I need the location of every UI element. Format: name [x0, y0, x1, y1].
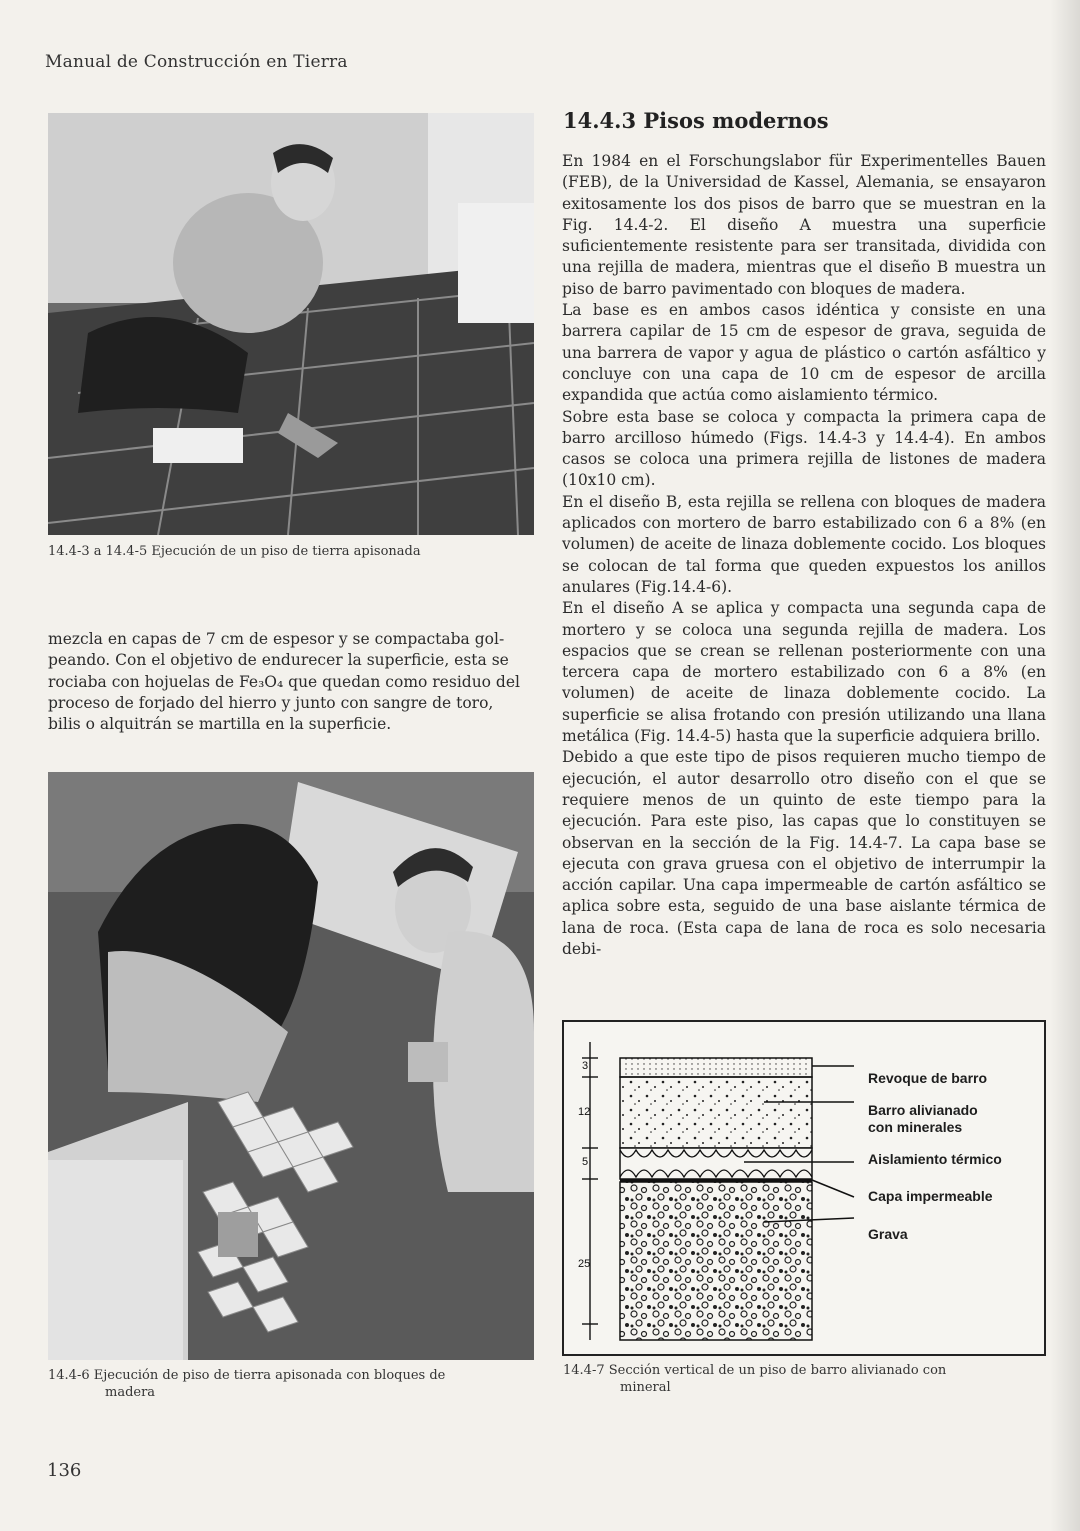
photo-tamped-earth-floor [48, 113, 534, 535]
paragraph: La base es en ambos casos idéntica y consiste en una barrera capilar de 15 cm de espesor de grava, seguida de una barrera de vapor y agua de plástico o cartón asfáltico y concluye con una capa de 10 cm de espesor de arcilla expandida que actúa como aislamiento térmico. [562, 301, 1046, 405]
text-line: proceso de forjado del hierro y junto con sangre de toro, [48, 693, 494, 712]
text-line: peando. Con el objetivo de endurecer la superficie, esta se [48, 651, 509, 670]
dimension-label: 25 [578, 1258, 591, 1270]
paragraph: En 1984 en el Forschungslabor für Experimentelles Bauen (FEB), de la Universidad de Kassel, Alemania, se ensayaron exitosamente los dos pisos de barro que se muestran en la Fig. 14.4-2. El diseño A muestra una superficie suficientemente resistente para ser transitada, dividida con una rejilla de madera, mientras que el diseño B muestra un piso de barro pavimentado con bloques de madera. [562, 152, 1046, 298]
caption-line: 14.4-7 Sección vertical de un piso de barro alivianado con [563, 1363, 947, 1378]
caption-line: madera [105, 1385, 156, 1400]
caption-fig-14-4-7 [563, 1362, 946, 1396]
text-line: rociaba con hojuelas de Fe₃O₄ que quedan como residuo del [48, 672, 520, 691]
caption-line: mineral [620, 1380, 671, 1395]
running-header: Manual de Construcción en Tierra [45, 52, 348, 72]
photo-wood-block-floor [48, 772, 534, 1360]
paragraph: Sobre esta base se coloca y compacta la primera capa de barro arcilloso húmedo (Figs. 14.4-3 y 14.4-4). En ambos casos se coloca una primera rejilla de listones de madera (10x10 cm). [562, 407, 1046, 490]
page-number: 136 [47, 1460, 82, 1481]
legend-barro-alivianado: Barro alivianado [868, 1102, 978, 1118]
legend-capa-impermeable: Capa impermeable [868, 1188, 993, 1204]
page-edge-shadow [1050, 0, 1080, 1531]
right-column-text [562, 151, 1046, 960]
legend-barro-alivianado-2: con minerales [868, 1119, 963, 1135]
dimension-label: 5 [582, 1156, 589, 1168]
paragraph: En el diseño B, esta rejilla se rellena con bloques de madera aplicados con mortero de barro estabilizado con 6 a 8% (en volumen) de aceite de linaza doblemente cocido. Los bloques se colocan de tal forma que queden expuestos los anillos anulares (Fig.14.4-6). [562, 492, 1046, 596]
text-line: mezcla en capas de 7 cm de espesor y se compactaba gol- [48, 630, 505, 648]
legend-grava: Grava [868, 1226, 908, 1242]
left-column-text [48, 629, 534, 735]
legend-revoque: Revoque de barro [868, 1070, 988, 1086]
dimension-label: 3 [582, 1060, 589, 1072]
section-diagram [562, 1020, 1046, 1356]
paragraph: En el diseño A se aplica y compacta una segunda capa de mortero y se coloca una segunda rejilla de madera. Los espacios que se crean se rellenan posteriormente con una tercera capa de mortero estabilizado con 6 a 8% (en volumen) de aceite de linaza doblemente cocido. La superficie se alisa frotando con presión utilizando una llana metálica (Fig. 14.4-5) hasta que la superficie adquiera brillo. [562, 599, 1046, 746]
section-heading: 14.4.3 Pisos modernos [563, 108, 829, 133]
text-line: bilis o alquitrán se martilla en la superficie. [48, 715, 392, 734]
legend-aislamiento: Aislamiento térmico [868, 1151, 1002, 1167]
caption-line: 14.4-6 Ejecución de piso de tierra apisonada con bloques de [48, 1368, 446, 1383]
caption-fig-14-4-6 [48, 1367, 445, 1401]
paragraph: Debido a que este tipo de pisos requieren mucho tiempo de ejecución, el autor desarrollo otro diseño con el que se requiere menos de un quinto de este tiempo para la ejecución. Para este piso, las capas que lo constituyen se observan en la sección de la Fig. 14.4-7. La capa base se ejecuta con grava gruesa con el objetivo de interrumpir la acción capilar. Una capa impermeable de cartón asfáltico se aplica sobre esta, seguido de una base aislante térmica de lana de roca. (Esta capa de lana de roca es solo necesaria debi- [562, 748, 1046, 958]
caption-fig-14-4-3: 14.4-3 a 14.4-5 Ejecución de un piso de tierra apisonada [48, 544, 421, 559]
dimension-label: 12 [578, 1106, 591, 1118]
